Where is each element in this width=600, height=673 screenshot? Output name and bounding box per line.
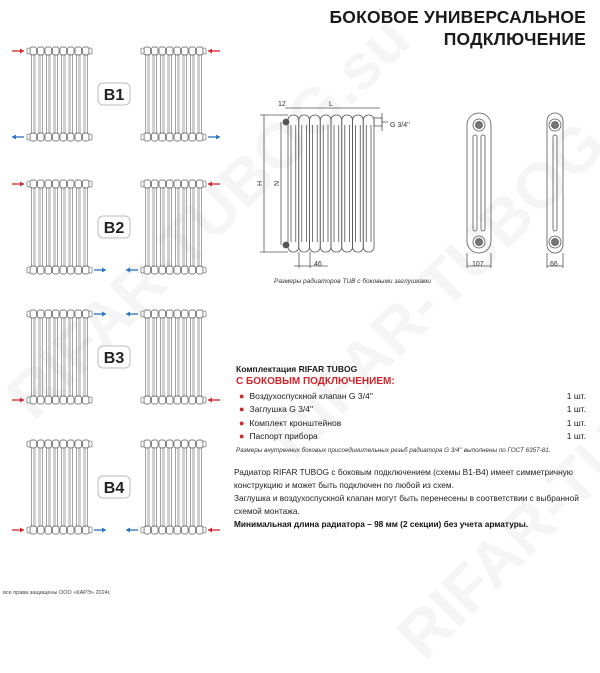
kit-subheading: С БОКОВЫМ ПОДКЛЮЧЕНИЕМ: bbox=[236, 376, 395, 387]
inlet-arrow-icon bbox=[12, 182, 24, 187]
kit-item-qty: 1 шт. bbox=[566, 390, 586, 401]
drawing-caption: Размеры радиаторов TUB с боковыми заглушками bbox=[274, 278, 432, 285]
scheme-label: B4 bbox=[103, 480, 125, 497]
dim-length: L bbox=[329, 101, 333, 108]
kit-section bbox=[236, 364, 586, 454]
kit-item-name: Воздухоспускной клапан G 3/4'' bbox=[249, 390, 373, 401]
kit-item-name: Паспорт прибора bbox=[249, 431, 318, 442]
inlet-arrow-icon bbox=[208, 398, 220, 403]
description bbox=[234, 466, 584, 531]
bullet-icon: ● bbox=[239, 431, 245, 442]
scheme-label: B2 bbox=[103, 220, 125, 237]
scheme-b3 bbox=[12, 310, 220, 404]
radiator-left bbox=[12, 440, 106, 534]
radiator-right bbox=[126, 440, 220, 534]
title-line-1: БОКОВОЕ УНИВЕРСАЛЬНОЕ bbox=[329, 7, 586, 27]
kit-item bbox=[236, 430, 586, 444]
description-p2: Заглушка и воздухоспускной клапан могут быть перенесены в соответствии с выбранной схемой монтажа. bbox=[234, 493, 579, 516]
kit-item bbox=[236, 389, 586, 403]
connection-schemes bbox=[0, 0, 230, 560]
inlet-arrow-icon bbox=[208, 528, 220, 533]
radiator-left bbox=[12, 310, 106, 404]
kit-item bbox=[236, 416, 586, 430]
kit-item-name: Заглушка G 3/4'' bbox=[249, 404, 314, 415]
outlet-arrow-icon bbox=[12, 135, 24, 140]
kit-item-qty: 1 шт. bbox=[566, 404, 586, 415]
kit-note: Размеры внутренних боковых присоединительных резьб радиатора G 3/4'' выполнены по ГОСТ 6357-81. bbox=[236, 447, 551, 454]
description-p3: Минимальная длина радиатора – 98 мм (2 секции) без учета арматуры. bbox=[234, 519, 529, 529]
dim-thread: G 3/4'' bbox=[390, 122, 410, 129]
scheme-b4 bbox=[12, 440, 220, 534]
kit-heading: Комплектация RIFAR TUBOG bbox=[236, 364, 358, 374]
outlet-arrow-icon bbox=[126, 528, 138, 533]
inlet-arrow-icon bbox=[208, 182, 220, 187]
outlet-arrow-icon bbox=[208, 135, 220, 140]
scheme-label: B1 bbox=[103, 87, 125, 104]
scheme-b2 bbox=[12, 180, 220, 274]
radiator-right bbox=[126, 180, 220, 274]
scheme-b1 bbox=[12, 47, 220, 141]
dimension-drawing bbox=[250, 90, 590, 290]
radiator-right bbox=[126, 310, 220, 404]
bullet-icon: ● bbox=[239, 417, 245, 428]
watermark bbox=[382, 241, 600, 673]
copyright: все права защищены ООО «КАРЭ» 2024г. bbox=[3, 590, 111, 596]
title-line-2: ПОДКЛЮЧЕНИЕ bbox=[443, 29, 586, 49]
inlet-arrow-icon bbox=[12, 398, 24, 403]
description-p1: Радиатор RIFAR TUBOG с боковым подключением (схемы B1-B4) имеет симметричную конструкцию и может быть подключен по любой из схем. bbox=[234, 467, 574, 490]
radiator-left bbox=[12, 180, 106, 274]
kit-item-name: Комплект кронштейнов bbox=[249, 417, 342, 428]
inlet-arrow-icon bbox=[12, 49, 24, 54]
scheme-label: B3 bbox=[103, 350, 125, 367]
outlet-arrow-icon bbox=[94, 268, 106, 273]
kit-item-qty: 1 шт. bbox=[566, 417, 586, 428]
dim-depth-2: 66 bbox=[550, 261, 558, 268]
outlet-arrow-icon bbox=[126, 268, 138, 273]
inlet-arrow-icon bbox=[208, 49, 220, 54]
radiator-right bbox=[141, 47, 220, 141]
dim-offset: 12 bbox=[278, 101, 286, 108]
radiator-left bbox=[12, 47, 92, 141]
outlet-arrow-icon bbox=[94, 312, 106, 317]
dim-height: H bbox=[257, 180, 264, 186]
bullet-icon: ● bbox=[239, 390, 245, 401]
kit-item-qty: 1 шт. bbox=[566, 431, 586, 442]
dim-pitch: 46 bbox=[314, 261, 322, 268]
dim-depth-3: 107 bbox=[472, 261, 484, 268]
inlet-arrow-icon bbox=[12, 528, 24, 533]
outlet-arrow-icon bbox=[94, 528, 106, 533]
kit-item bbox=[236, 403, 586, 417]
bullet-icon: ● bbox=[239, 404, 245, 415]
page-title bbox=[329, 6, 586, 50]
dim-axis: N bbox=[274, 180, 281, 186]
outlet-arrow-icon bbox=[126, 312, 138, 317]
